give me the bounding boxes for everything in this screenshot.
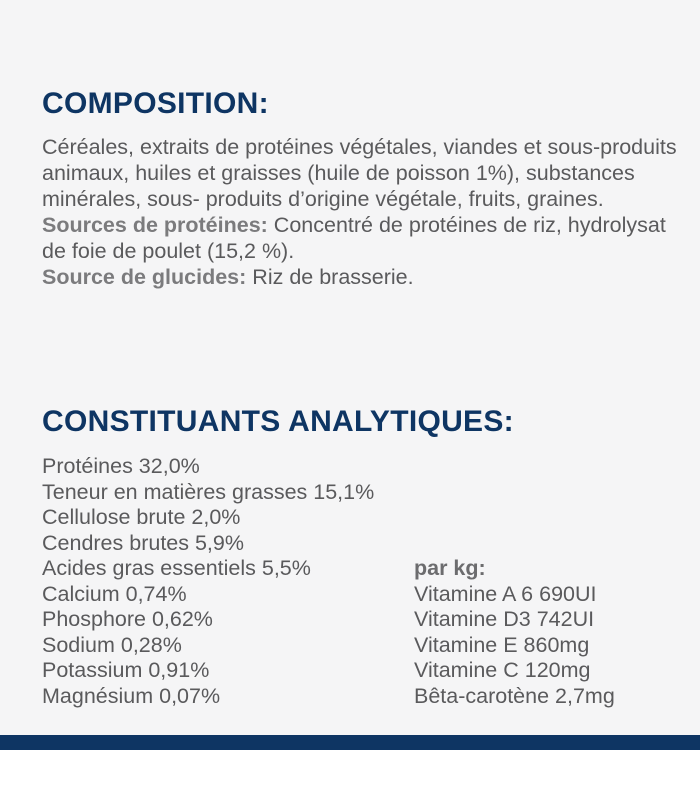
vitamin-item: Vitamine C 120mg	[414, 658, 591, 682]
constituent-item: Cellulose brute 2,0%	[42, 505, 241, 529]
vitamin-item: Vitamine A 6 690UI	[414, 581, 597, 606]
protein-sources-label: Sources de protéines:	[42, 213, 268, 237]
composition-heading: COMPOSITION:	[42, 87, 269, 120]
carb-source-line	[42, 264, 682, 290]
vitamin-item: Vitamine E 860mg	[414, 632, 590, 657]
footer-bar	[0, 735, 700, 750]
carb-source-label: Source de glucides:	[42, 265, 247, 289]
carb-source-text: Riz de brasserie.	[246, 265, 414, 289]
vitamin-item: Vitamine D3 742UI	[414, 607, 595, 631]
ingredients-paragraph	[42, 134, 682, 212]
protein-sources-text: Concentré de protéines de riz, hydrolysat de foie de poulet (15,2 %).	[42, 213, 666, 263]
protein-sources-line	[42, 212, 682, 264]
constituent-item: Acides gras essentiels 5,5%	[42, 556, 311, 580]
per-kg-label: par kg:	[414, 556, 486, 580]
ingredients-text: Céréales, extraits de protéines végétales, viandes et sous-produits animaux, huiles et graisses (huile de poisson 1%), substances minérales, sous- produits d’origine végétale, fruits, graines.	[42, 135, 677, 211]
composition-text	[42, 134, 682, 290]
constituent-item: Phosphore 0,62%	[42, 607, 213, 631]
constituent-item: Sodium 0,28%	[42, 632, 182, 657]
analytical-constituents-heading: CONSTITUANTS ANALYTIQUES:	[42, 405, 514, 438]
constituent-item: Magnésium 0,07%	[42, 683, 221, 708]
constituent-item: Potassium 0,91%	[42, 658, 210, 682]
constituent-item: Calcium 0,74%	[42, 581, 187, 606]
constituent-item: Teneur en matières grasses 15,1%	[42, 479, 375, 504]
vitamins-list	[414, 556, 615, 709]
constituents-list	[42, 454, 374, 709]
vitamin-item: Bêta-carotène 2,7mg	[414, 683, 615, 708]
constituent-item: Protéines 32,0%	[42, 454, 200, 478]
constituent-item: Cendres brutes 5,9%	[42, 530, 244, 555]
